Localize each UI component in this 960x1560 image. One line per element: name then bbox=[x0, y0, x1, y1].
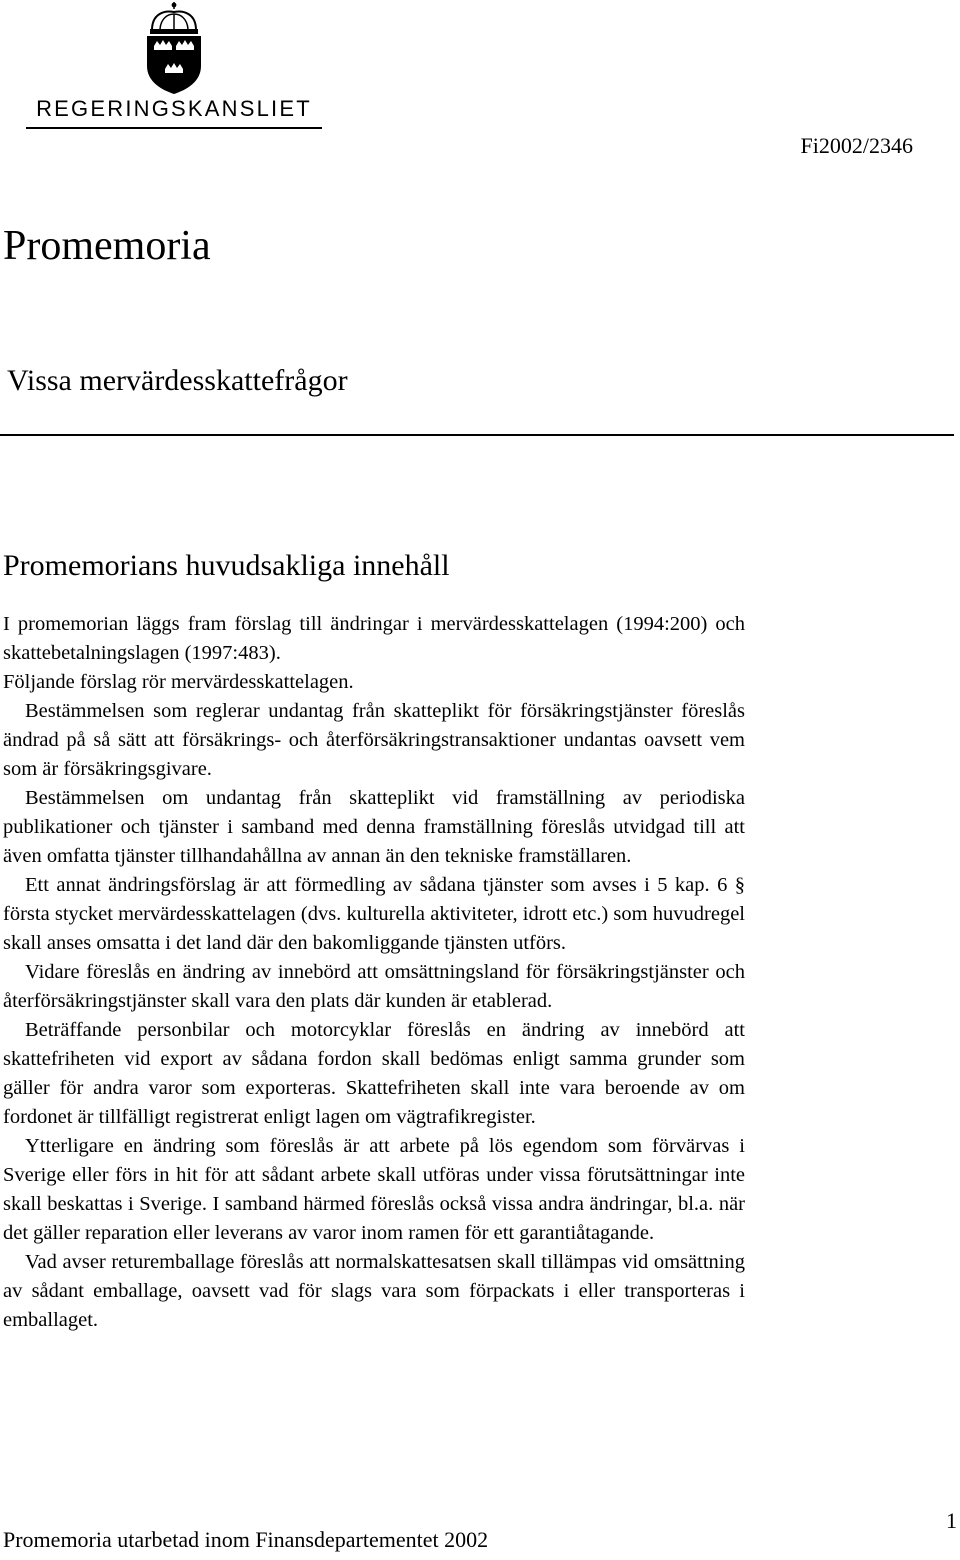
footer-text: Promemoria utarbetad inom Finansdepartementet 2002 bbox=[3, 1527, 489, 1552]
crowned-shield-three-crowns-icon bbox=[26, 0, 322, 96]
logo-wordmark: REGERINGSKANSLIET bbox=[36, 96, 312, 121]
paragraph: Ytterligare en ändring som föreslås är att arbete på lös egendom som förvärvas i Sverige eller förs in hit för att sådant arbete skall utföras under vissa förutsättningar inte skall beskattas i Sverige. I samband härmed föreslås också vissa andra ändringar, bl.a. när det gäller reparation eller leverans av varor inom ramen för ett garantiåtagande. bbox=[3, 1135, 745, 1244]
page-title: Promemoria bbox=[3, 223, 211, 269]
paragraph: Vad avser returemballage föreslås att normalskattesatsen skall tillämpas vid omsättning av sådant emballage, oavsett vad för slags vara som förpackats i eller transporteras i emballaget. bbox=[3, 1251, 745, 1331]
section-body bbox=[3, 610, 745, 1335]
logo-underline bbox=[26, 127, 322, 129]
paragraph: Följande förslag rör mervärdesskattelagen. bbox=[3, 671, 354, 693]
paragraph: Bestämmelsen som reglerar undantag från skatteplikt för försäkringstjänster föreslås ändrad på så sätt att försäkrings- och återförsäkringstransaktioner undantas oavsett vem som är försäkringsgivare. bbox=[3, 700, 745, 780]
title-divider bbox=[0, 434, 954, 436]
paragraph: Ett annat ändringsförslag är att förmedling av sådana tjänster som avses i 5 kap. 6 § första stycket mervärdesskattelagen (dvs. kulturella aktiviteter, idrott etc.) som huvudregel skall anses omsatta i det land där den bakomliggande tjänsten utförs. bbox=[3, 874, 745, 954]
paragraph: Vidare föreslås en ändring av innebörd att omsättningsland för försäkringstjänster och återförsäkringstjänster skall vara den plats där kunden är etablerad. bbox=[3, 961, 745, 1012]
regeringskansliet-logo bbox=[26, 0, 322, 134]
paragraph: Beträffande personbilar och motorcyklar föreslås en ändring av innebörd att skattefriheten vid export av sådana fordon skall bedömas enligt samma grunder som gäller för andra varor som exporteras. Skattefriheten skall inte vara beroende av om fordonet är tillfälligt registrerat enligt lagen om vägtrafikregister. bbox=[3, 1019, 745, 1128]
paragraph: Bestämmelsen om undantag från skatteplikt vid framställning av periodiska publikationer och tjänster i samband med denna framställning föreslås utvidgad till att även omfatta tjänster tillhandahållna av annan än den tekniske framställaren. bbox=[3, 787, 745, 867]
page-subtitle: Vissa mervärdesskattefrågor bbox=[7, 364, 348, 397]
section-heading: Promemorians huvudsakliga innehåll bbox=[3, 549, 450, 582]
paragraph: I promemorian läggs fram förslag till ändringar i mervärdesskattelagen (1994:200) och skattebetalningslagen (1997:483). bbox=[3, 613, 745, 664]
document-reference: Fi2002/2346 bbox=[800, 133, 913, 158]
page-number: 1 bbox=[946, 1508, 957, 1533]
